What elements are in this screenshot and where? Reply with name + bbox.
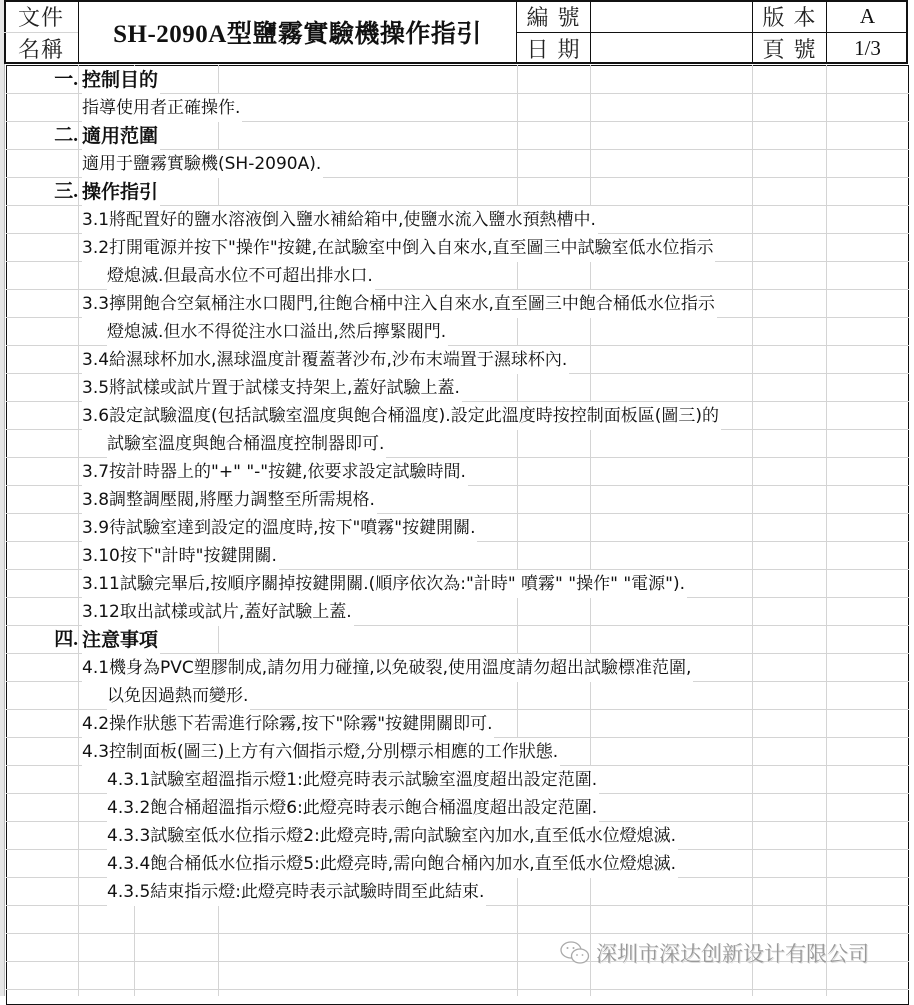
line-text: 4.1機身為PVC塑膠制成,請勿用力碰撞,以免破裂,使用溫度請勿超出試驗標准范圍,	[82, 654, 693, 682]
line-text: 以免因過熱而變形.	[107, 682, 250, 710]
line-text: 燈熄滅.但最高水位不可超出排水口.	[107, 262, 375, 290]
list-item	[6, 486, 909, 514]
line-text: 3.7按計時器上的"+" "-"按鍵,依要求設定試驗時間.	[82, 458, 468, 486]
line-text: 3.6設定試驗溫度(包括試驗室溫度與飽合桶溫度).設定此溫度時按控制面板區(圖三)的	[82, 402, 721, 430]
section-heading-row	[6, 626, 909, 654]
list-item	[6, 458, 909, 486]
line-text: 3.8調整調壓閥,將壓力調整至所需規格.	[82, 486, 377, 514]
section-heading-row	[6, 66, 909, 94]
number-label: 編 號	[526, 5, 581, 31]
list-item	[6, 94, 909, 122]
line-text: 3.5將試樣或試片置于試樣支持架上,蓋好試驗上蓋.	[82, 374, 462, 402]
version-label: 版 本	[762, 5, 817, 31]
number-value	[591, 0, 752, 32]
line-text: 適用于鹽霧實驗機(SH-2090A).	[82, 150, 323, 178]
section-heading: 操作指引	[82, 178, 160, 206]
list-item	[6, 402, 909, 430]
spreadsheet-body	[6, 65, 909, 996]
line-text: 3.9待試驗室達到設定的溫度時,按下"噴霧"按鍵開關.	[82, 514, 477, 542]
section-heading-row	[6, 178, 909, 206]
list-item	[6, 318, 909, 346]
line-text: 3.11試驗完畢后,按順序關掉按鍵開關.(順序依次為:"計時" 噴霧" "操作" "電源").	[82, 570, 687, 598]
gridline	[6, 989, 909, 990]
line-text: 3.4給濕球杯加水,濕球溫度計覆蓋著沙布,沙布末端置于濕球杯內.	[82, 346, 569, 374]
doc-name-label: 名稱	[17, 37, 64, 63]
date-label: 日 期	[526, 38, 581, 63]
row-header-gutter	[0, 0, 5, 996]
list-item	[6, 374, 909, 402]
list-item	[6, 598, 909, 626]
page-value: 1/3	[854, 36, 881, 60]
line-text: 4.2操作狀態下若需進行除霧,按下"除霧"按鍵開關即可.	[82, 710, 494, 738]
watermark	[560, 938, 869, 968]
list-item	[6, 850, 909, 878]
list-item	[6, 766, 909, 794]
version-value: A	[859, 3, 876, 28]
line-text: 3.1將配置好的鹽水溶液倒入鹽水補給箱中,使鹽水流入鹽水預熱槽中.	[82, 206, 598, 234]
list-item	[6, 822, 909, 850]
list-item	[6, 794, 909, 822]
list-item	[6, 878, 909, 906]
list-item	[6, 430, 909, 458]
page-label: 頁 號	[762, 38, 817, 63]
line-text: 3.2打開電源并按下"操作"按鍵,在試驗室中倒入自來水,直至圖三中試驗室低水位指示	[82, 234, 715, 262]
line-text: 3.12取出試樣或試片,蓋好試驗上蓋.	[82, 598, 354, 626]
line-text: 試驗室溫度與飽合桶溫度控制器即可.	[107, 430, 386, 458]
line-text: 3.3擰開飽合空氣桶注水口閥門,往飽合桶中注入自來水,直至圖三中飽合桶低水位指示	[82, 290, 717, 318]
list-item	[6, 206, 909, 234]
list-item	[6, 682, 909, 710]
date-value	[591, 33, 752, 64]
list-item	[6, 262, 909, 290]
watermark-text: 深圳市深达创新设计有限公司	[596, 942, 869, 966]
line-text: 4.3.4飽合桶低水位指示燈5:此燈亮時,需向飽合桶內加水,直至低水位燈熄滅.	[107, 850, 678, 878]
document-header	[4, 0, 908, 64]
section-heading: 注意事項	[82, 626, 160, 654]
list-item	[6, 542, 909, 570]
line-text: 4.3.1試驗室超溫指示燈1:此燈亮時表示試驗室溫度超出設定范圍.	[107, 766, 599, 794]
section-number: 二.	[54, 125, 78, 146]
gridline	[6, 933, 909, 934]
line-text: 4.3.3試驗室低水位指示燈2:此燈亮時,需向試驗室內加水,直至低水位燈熄滅.	[107, 822, 678, 850]
list-item	[6, 738, 909, 766]
list-item	[6, 570, 909, 598]
list-item	[6, 290, 909, 318]
doc-name-label: 文件	[17, 5, 64, 31]
section-number: 三.	[54, 181, 78, 202]
section-heading: 控制目的	[82, 66, 160, 94]
list-item	[6, 150, 909, 178]
line-text: 4.3控制面板(圖三)上方有六個指示燈,分別標示相應的工作狀態.	[82, 738, 560, 766]
line-text: 燈熄滅.但水不得從注水口溢出,然后擰緊閥門.	[107, 318, 448, 346]
list-item	[6, 346, 909, 374]
section-number: 四.	[54, 629, 78, 650]
line-text: 指導使用者正確操作.	[82, 94, 242, 122]
line-text: 4.3.2飽合桶超溫指示燈6:此燈亮時表示飽合桶溫度超出設定范圍.	[107, 794, 599, 822]
list-item	[6, 710, 909, 738]
section-heading: 適用范圍	[82, 122, 160, 150]
line-text: 4.3.5結束指示燈:此燈亮時表示試驗時間至此結束.	[107, 878, 486, 906]
document-title: SH-2090A型鹽霧實驗機操作指引	[113, 21, 482, 48]
line-text: 3.10按下"計時"按鍵開關.	[82, 542, 279, 570]
list-item	[6, 514, 909, 542]
list-item	[6, 654, 909, 682]
wechat-icon	[560, 940, 590, 966]
list-item	[6, 234, 909, 262]
section-heading-row	[6, 122, 909, 150]
section-number: 一.	[54, 69, 78, 90]
